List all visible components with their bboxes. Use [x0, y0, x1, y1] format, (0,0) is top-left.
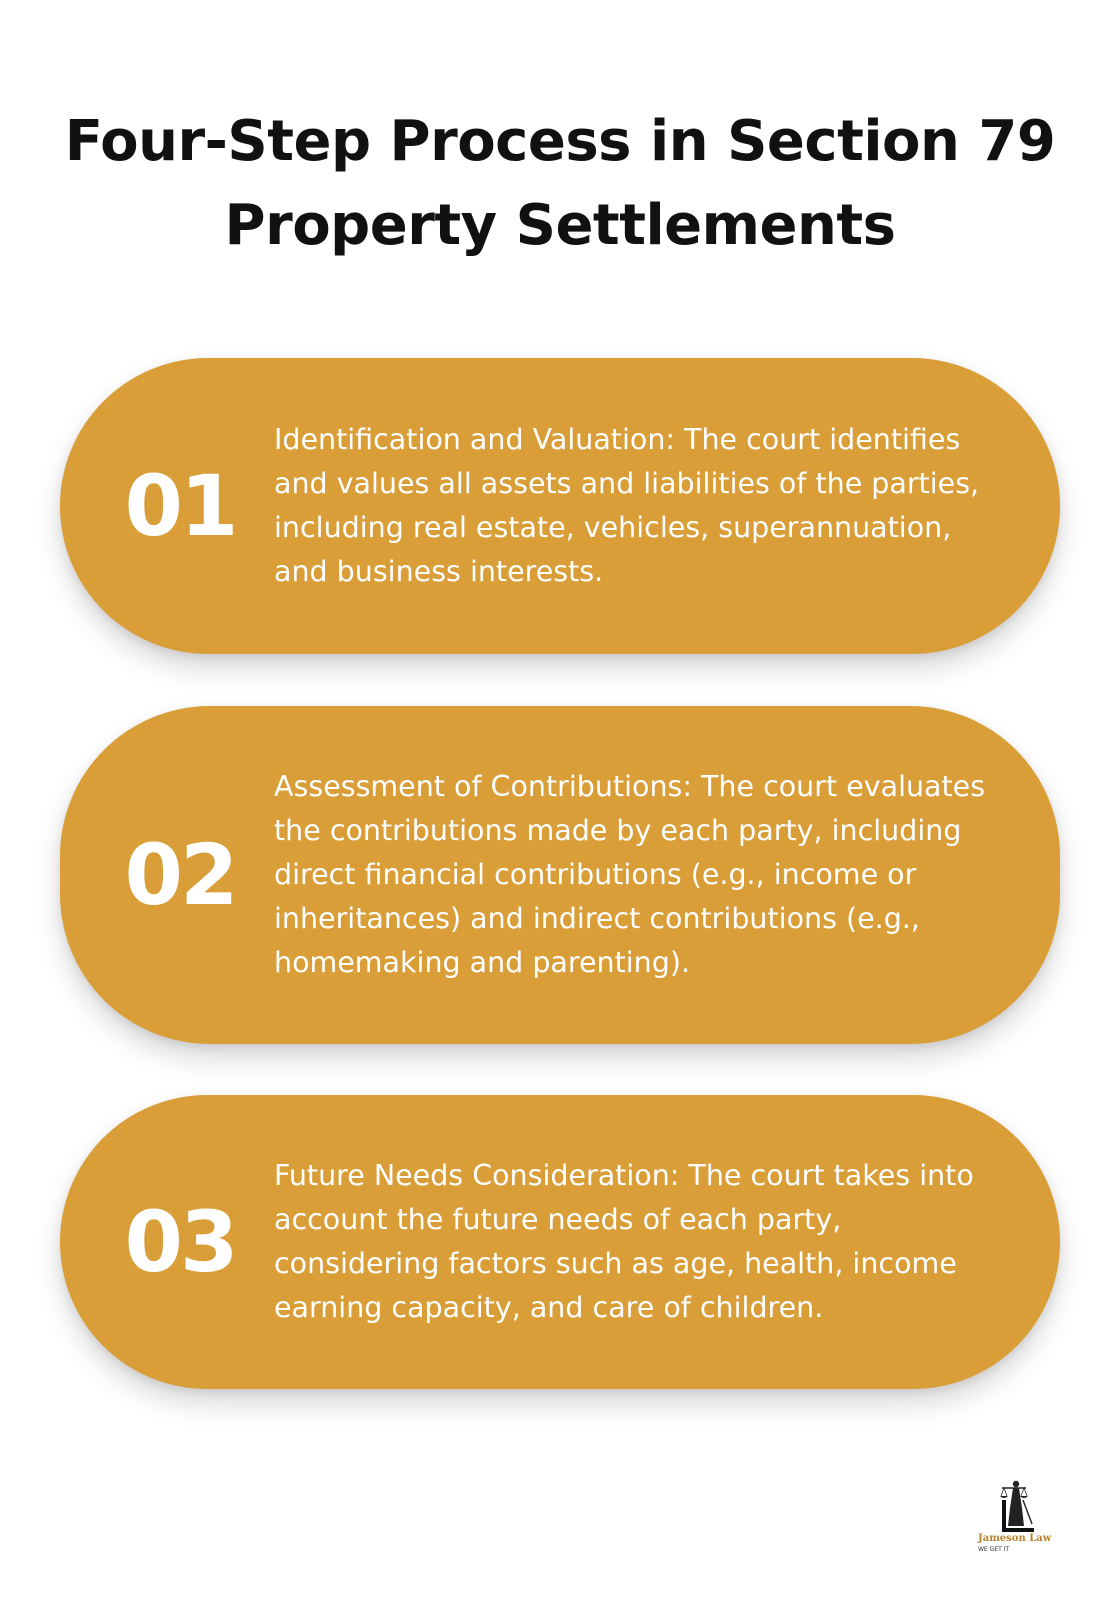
step-description — [274, 358, 1010, 654]
step-card-3 — [60, 1095, 1060, 1389]
logo-tagline: WE GET IT — [978, 1546, 1010, 1553]
step-card-2 — [60, 706, 1060, 1044]
lady-justice-icon — [996, 1478, 1044, 1534]
step-number: 03 — [124, 1193, 236, 1291]
step-card-1 — [60, 358, 1060, 654]
step-description-text: Identification and Valuation: The court identifies and values all assets and liabilities of the parties, including real estate, vehicles, superannuation, and business interests. — [274, 423, 980, 588]
step-number: 01 — [124, 457, 236, 555]
logo-name: Jameson Law — [978, 1533, 1052, 1544]
step-description-text: Future Needs Consideration: The court takes into account the future needs of each party, considering factors such as age, health, income earning capacity, and care of children. — [274, 1159, 974, 1324]
company-logo — [972, 1478, 1068, 1558]
step-number: 02 — [124, 826, 236, 924]
step-description-text: Assessment of Contributions: The court evaluates the contributions made by each party, including direct financial contributions (e.g., income or inheritances) and indirect contributions (e.g., homemaking and parenting). — [274, 770, 986, 979]
step-description — [274, 706, 1010, 1044]
page-title: Four-Step Process in Section 79 Property Settlements — [64, 109, 1056, 258]
step-description — [274, 1095, 1010, 1389]
